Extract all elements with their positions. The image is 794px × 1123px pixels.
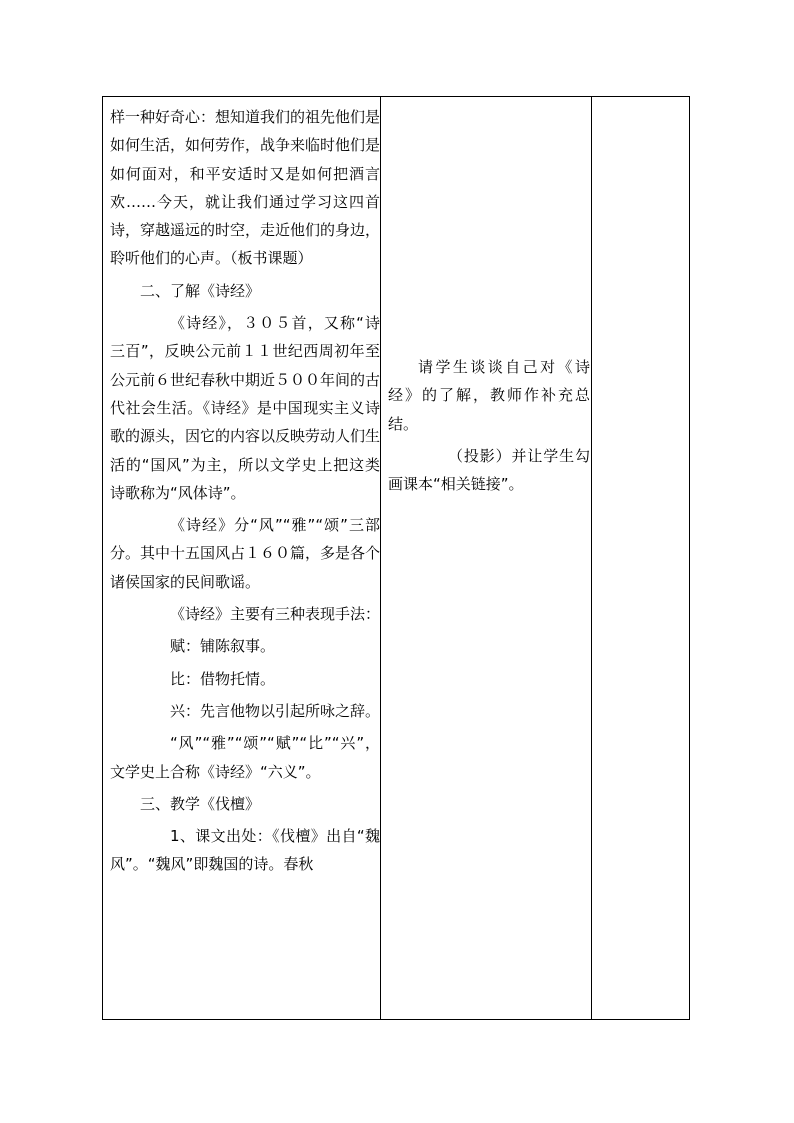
activity-projection: （投影）并让学生勾画课本“相关链接”。 — [388, 446, 590, 494]
section-heading-fatan: 三、教学《伐檀》 — [140, 794, 261, 813]
technique-bi: 比：借物托情。 — [170, 669, 276, 688]
shijing-overview-paragraph: 《诗经》，３０５首，又称“诗三百”，反映公元前１１世纪西周初年至公元前６世纪春秋中期近５００年间的古代社会生活。《诗经》是中国现实主义诗歌的源头，因它的内容以反映劳动人们生活的“国风”为主，所以文学史上把这类诗歌称为“风体诗”。 — [110, 314, 380, 502]
technique-xing: 兴：先言他物以引起所咏之辞。 — [170, 701, 380, 720]
intro-paragraph: 样一种好奇心：想知道我们的祖先他们是如何生活，如何劳作，战争来临时他们是如何面对，和平安适时又是如何把酒言欢……今天，就让我们通过学习这四首诗，穿越遥远的时空，走近他们的身边，聆听他们的心声。（板书课题） — [110, 108, 380, 268]
technique-fu: 赋：铺陈叙事。 — [170, 637, 276, 656]
column-divider-1 — [380, 97, 381, 1019]
shijing-parts-paragraph: 《诗经》分“风”“雅”“颂”三部分。其中十五国风占１６０篇，多是各个诸侯国家的民间歌谣。 — [110, 516, 380, 591]
shijing-techniques-paragraph: 《诗经》主要有三种表现手法： — [170, 605, 380, 624]
teaching-content-column — [110, 103, 380, 1019]
fatan-source-paragraph: 1、课文出处：《伐檀》出自“魏风”。“魏风”即魏国的诗。春秋 — [110, 827, 380, 874]
column-divider-2 — [591, 97, 592, 1019]
section-heading-shijing: 二、了解《诗经》 — [140, 281, 261, 300]
activity-discussion: 请学生谈谈自己对《诗经》的了解，教师作补充总结。 — [388, 358, 590, 433]
notes-column — [600, 97, 686, 1019]
lesson-plan-table — [102, 96, 690, 1020]
teaching-activity-column — [388, 353, 590, 1019]
six-principles-paragraph: “风”“雅”“颂”“赋”“比”“兴”，文学史上合称《诗经》“六义”。 — [110, 734, 380, 781]
